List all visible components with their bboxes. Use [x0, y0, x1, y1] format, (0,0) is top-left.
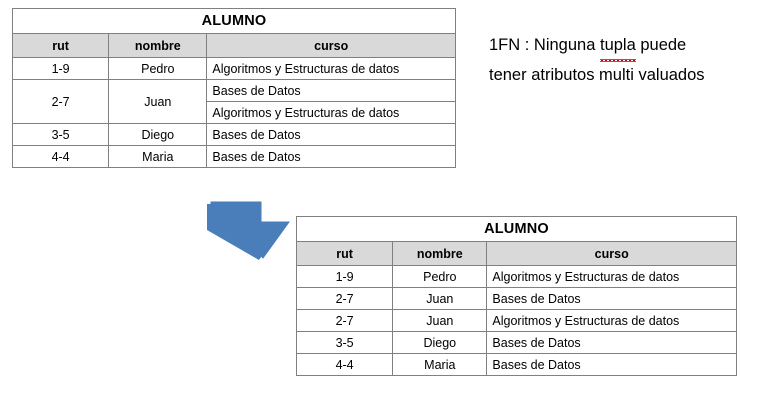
- column-header-curso: curso: [487, 242, 737, 266]
- table-row: [297, 332, 737, 354]
- cell-nombre: Juan: [393, 288, 487, 310]
- table-header-row: [13, 34, 456, 58]
- note-line-1-prefix: 1FN : Ninguna: [489, 36, 600, 54]
- cell-rut: 2-7: [297, 310, 393, 332]
- cell-curso: Algoritmos y Estructuras de datos: [487, 266, 737, 288]
- cell-curso: Bases de Datos: [487, 288, 737, 310]
- table-row: [297, 266, 737, 288]
- cell-nombre: Juan: [393, 310, 487, 332]
- cell-nombre: Maria: [393, 354, 487, 376]
- alumno-table-unnormalized: [12, 8, 456, 168]
- table-row: [297, 288, 737, 310]
- table-row: [297, 354, 737, 376]
- down-right-arrow-icon: [205, 200, 305, 262]
- table-title: ALUMNO: [13, 9, 456, 34]
- cell-rut: 3-5: [297, 332, 393, 354]
- cell-rut: 4-4: [297, 354, 393, 376]
- note-line-2: tener atributos multi valuados: [489, 66, 705, 84]
- table-title-row: [13, 9, 456, 34]
- cell-curso: Algoritmos y Estructuras de datos: [487, 310, 737, 332]
- column-header-rut: rut: [13, 34, 109, 58]
- cell-curso: Algoritmos y Estructuras de datos: [207, 102, 456, 124]
- table-row: [13, 146, 456, 168]
- cell-nombre: Pedro: [393, 266, 487, 288]
- column-header-nombre: nombre: [393, 242, 487, 266]
- note-word-tupla: tupla: [600, 30, 636, 60]
- alumno-table-1fn: [296, 216, 737, 376]
- column-header-curso: curso: [207, 34, 456, 58]
- cell-rut: 1-9: [297, 266, 393, 288]
- table-row: [13, 124, 456, 146]
- cell-nombre: Maria: [109, 146, 207, 168]
- cell-nombre: Diego: [393, 332, 487, 354]
- column-header-nombre: nombre: [109, 34, 207, 58]
- cell-rut: 2-7: [13, 80, 109, 124]
- cell-nombre: Pedro: [109, 58, 207, 80]
- cell-nombre: Diego: [109, 124, 207, 146]
- table-title-row: [297, 217, 737, 242]
- table-row: [297, 310, 737, 332]
- cell-curso: Bases de Datos: [207, 124, 456, 146]
- cell-rut: 3-5: [13, 124, 109, 146]
- note-line-1: [489, 30, 779, 60]
- table-header-row: [297, 242, 737, 266]
- cell-rut: 4-4: [13, 146, 109, 168]
- cell-rut: 1-9: [13, 58, 109, 80]
- note-text: [489, 30, 779, 90]
- table-row: [13, 80, 456, 102]
- column-header-rut: rut: [297, 242, 393, 266]
- table-row: [13, 58, 456, 80]
- table-title: ALUMNO: [297, 217, 737, 242]
- cell-curso: Bases de Datos: [487, 354, 737, 376]
- cell-rut: 2-7: [297, 288, 393, 310]
- cell-curso: Algoritmos y Estructuras de datos: [207, 58, 456, 80]
- cell-curso: Bases de Datos: [487, 332, 737, 354]
- note-line-1-suffix: puede: [635, 36, 687, 54]
- cell-nombre: Juan: [109, 80, 207, 124]
- cell-curso: Bases de Datos: [207, 80, 456, 102]
- cell-curso: Bases de Datos: [207, 146, 456, 168]
